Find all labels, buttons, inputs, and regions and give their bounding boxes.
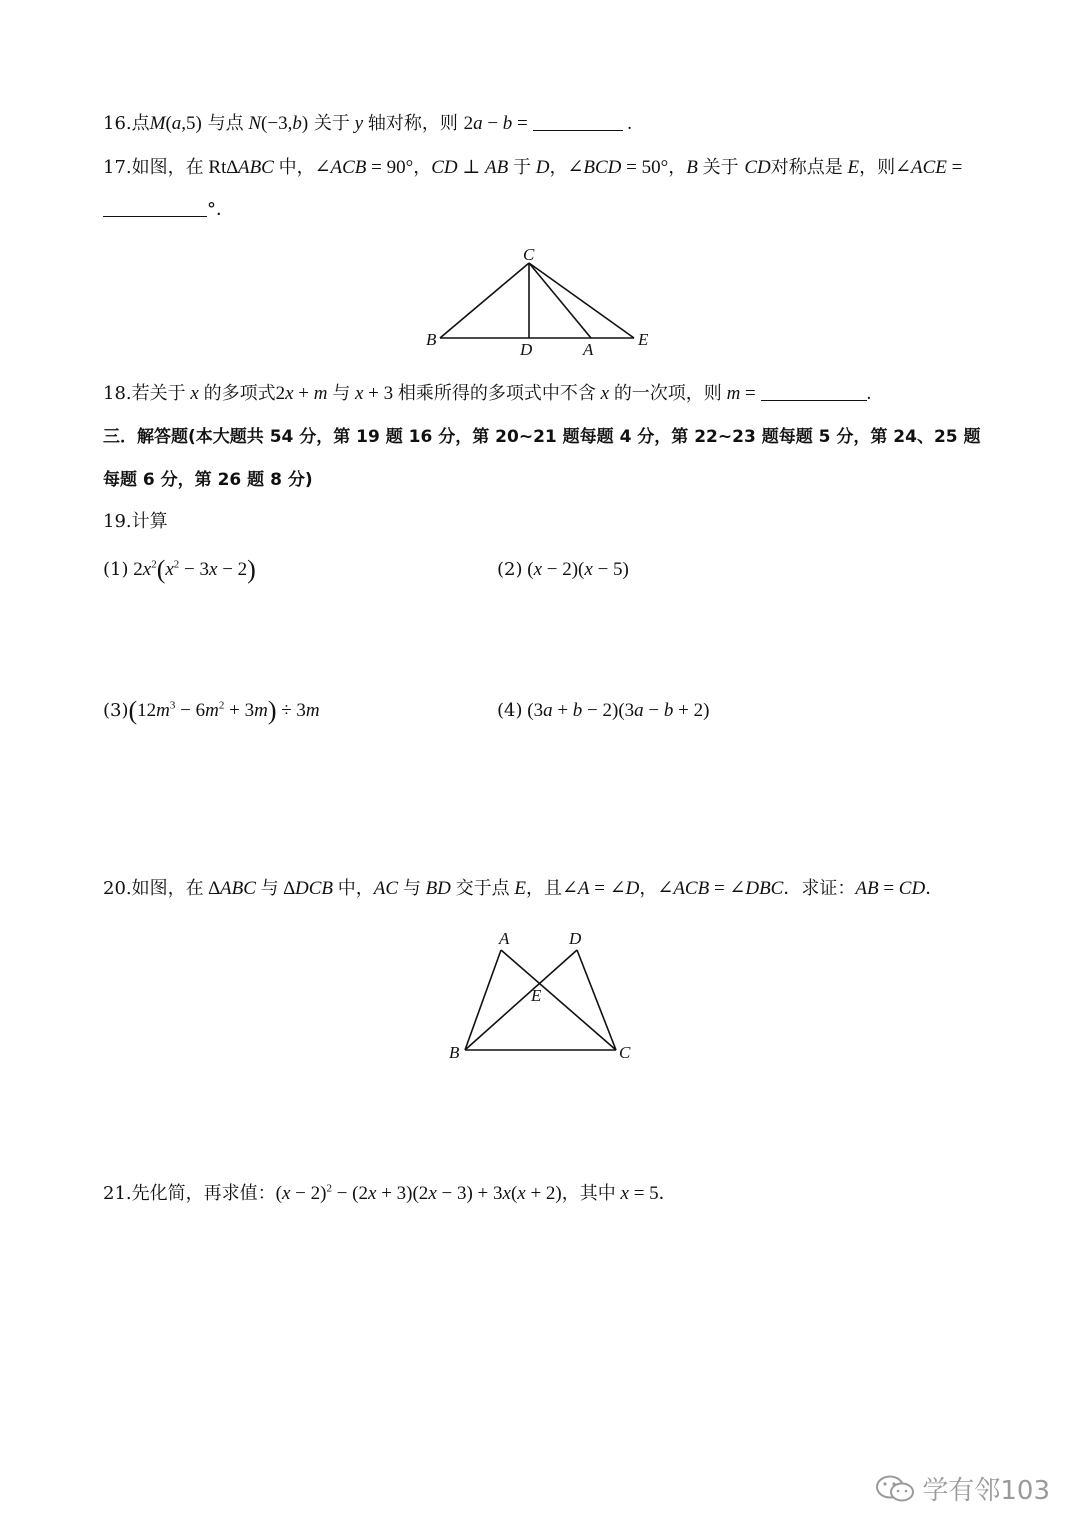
question-17-cont: °． xyxy=(103,196,234,224)
segment-cb xyxy=(440,263,529,338)
label-b: B xyxy=(426,330,437,349)
question-21: 21.先化简，再求值：$(x - 2)^2 - (2x + 3)(2x - 3) + 3x(x + 2)$，其中 x = 5． xyxy=(103,1182,677,1204)
question-18: 18.若关于 x 的多项式2x + m 与 x + 3 相乘所得的多项式中不含 x 的一次项，则 m = . xyxy=(103,383,872,404)
segment-db xyxy=(465,950,577,1050)
label-c: C xyxy=(523,245,535,264)
label-e: E xyxy=(638,330,649,349)
label-c2: C xyxy=(619,1043,631,1062)
label-a: A xyxy=(583,340,594,359)
watermark-text: 学有邻103 xyxy=(922,1476,1050,1506)
label-a2: A xyxy=(499,929,510,948)
answer-blank xyxy=(761,382,867,401)
question-19-1: (1) $2x^2(x^2 - 3x - 2)$ xyxy=(103,555,256,584)
question-19-4: (4) (3a + b − 2)(3a − b + 2) xyxy=(497,700,710,721)
section-3-header: 三．解答题(本大题共 54 分，第 19 题 16 分，第 20~21 题每题 4 分，第 22~23 题每题 5 分，第 24、25 题 xyxy=(103,427,981,447)
label-d2: D xyxy=(569,929,582,948)
question-19-2: (2) (x − 2)(x − 5) xyxy=(497,559,629,580)
question-17: 17.如图，在 Rt∆ABC 中，∠ACB = 90°，CD ⊥ AB 于 D，∠BCD = 50°，B 关于 CD对称点是 E，则∠ACE = xyxy=(103,157,963,178)
question-19-title: 19.计算 xyxy=(103,511,168,532)
label-e2: E xyxy=(531,986,542,1005)
section-3-header-cont: 每题 6 分，第 26 题 8 分) xyxy=(103,470,313,490)
question-20: 20.如图，在 ∆ABC 与 ∆DCB 中，AC 与 BD 交于点 E，且∠A = ∠D，∠ACB = ∠DBC．求证：AB = CD． xyxy=(103,878,944,899)
watermark xyxy=(874,1470,1050,1507)
question-16: 16.点M(a,5) 与点 N(−3,b) 关于 y 轴对称，则 2a − b = . xyxy=(103,113,633,134)
label-d: D xyxy=(520,340,533,359)
question-19-3: $(3)(12m^3 - 6m^2 + 3m) \div 3m$ xyxy=(103,696,320,725)
label-b2: B xyxy=(449,1043,460,1062)
wechat-icon xyxy=(874,1473,916,1505)
segment-dc xyxy=(577,950,616,1050)
segment-ac xyxy=(501,950,616,1050)
